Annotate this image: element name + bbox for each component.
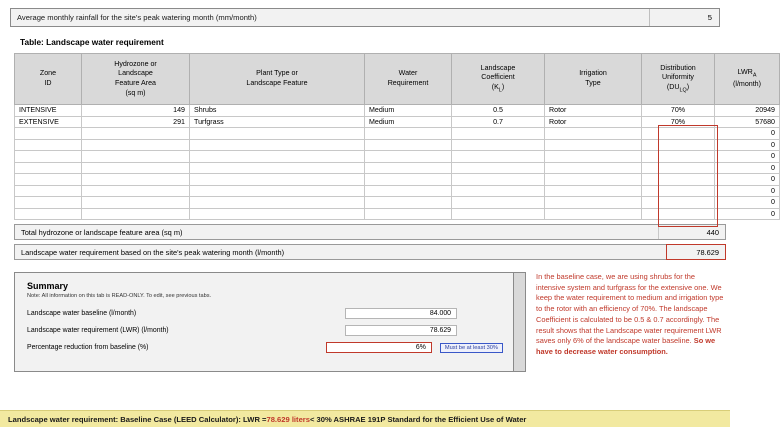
cell-area[interactable]: 149 (82, 105, 190, 117)
header-coef-line3: (K (491, 82, 499, 91)
cell-irrigation[interactable] (545, 128, 642, 140)
cell-lwr[interactable]: 0 (715, 151, 780, 163)
rainfall-row (10, 8, 720, 27)
total-lwr-row (14, 244, 726, 260)
cell-zone[interactable] (15, 128, 82, 140)
cell-plant[interactable] (190, 151, 365, 163)
footer-suffix: < 30% ASHRAE 191P Standard for the Efficient Use of Water (309, 414, 527, 424)
cell-water[interactable] (365, 162, 452, 174)
cell-du[interactable] (642, 151, 715, 163)
commentary-emphasis: So we have to decrease water consumption. (536, 336, 716, 357)
cell-coefficient[interactable] (452, 174, 545, 186)
summary-row-lwr (27, 325, 503, 336)
table-row[interactable] (15, 185, 780, 197)
cell-plant[interactable] (190, 162, 365, 174)
table-row[interactable] (15, 116, 780, 128)
cell-lwr[interactable]: 0 (715, 197, 780, 209)
cell-water[interactable] (365, 208, 452, 220)
cell-lwr[interactable]: 0 (715, 162, 780, 174)
footer-prefix: Landscape water requirement: Baseline Case (LEED Calculator): LWR = (8, 414, 267, 424)
table-header-row (15, 54, 780, 105)
cell-du[interactable] (642, 139, 715, 151)
table-row[interactable] (15, 151, 780, 163)
cell-du[interactable] (642, 208, 715, 220)
cell-irrigation[interactable]: Rotor (545, 116, 642, 128)
cell-area[interactable] (82, 139, 190, 151)
cell-water[interactable]: Medium (365, 105, 452, 117)
cell-plant[interactable]: Shrubs (190, 105, 365, 117)
summary-value-baseline: 84.000 (345, 308, 457, 319)
table-row[interactable] (15, 208, 780, 220)
cell-zone[interactable]: EXTENSIVE (15, 116, 82, 128)
cell-lwr[interactable]: 0 (715, 185, 780, 197)
cell-zone[interactable] (15, 162, 82, 174)
cell-zone[interactable] (15, 174, 82, 186)
cell-du[interactable]: 70% (642, 105, 715, 117)
footer-value: 78.629 liters (266, 414, 310, 424)
cell-irrigation[interactable] (545, 197, 642, 209)
cell-plant[interactable]: Turfgrass (190, 116, 365, 128)
header-du-line3: (DU (666, 82, 680, 91)
header-lwr-sub: A (752, 72, 757, 79)
rainfall-label: Average monthly rainfall for the site's peak watering month (mm/month) (17, 13, 257, 22)
cell-zone[interactable] (15, 185, 82, 197)
cell-lwr[interactable]: 0 (715, 128, 780, 140)
cell-du[interactable] (642, 185, 715, 197)
cell-du[interactable]: 70% (642, 116, 715, 128)
header-water-line2: Requirement (387, 79, 429, 87)
cell-plant[interactable] (190, 139, 365, 151)
cell-coefficient[interactable] (452, 185, 545, 197)
header-distribution-uniformity (642, 54, 715, 105)
header-lwr-line3: (l/month) (733, 80, 761, 89)
header-du-sub: LQ (679, 87, 687, 94)
cell-zone[interactable]: INTENSIVE (15, 105, 82, 117)
header-area-line3: Feature Area (114, 79, 156, 87)
header-water-requirement (365, 54, 452, 105)
commentary-text (526, 272, 726, 372)
header-du-line2: Uniformity (662, 73, 694, 82)
cell-du[interactable] (642, 128, 715, 140)
table-row[interactable] (15, 105, 780, 117)
cell-plant[interactable] (190, 208, 365, 220)
cell-area[interactable] (82, 162, 190, 174)
cell-zone[interactable] (15, 151, 82, 163)
table-row[interactable] (15, 128, 780, 140)
table-row[interactable] (15, 197, 780, 209)
cell-area[interactable] (82, 185, 190, 197)
header-coef-line1: Landscape (480, 63, 516, 72)
header-irr-line1: Irrigation (579, 69, 607, 78)
cell-lwr[interactable]: 57680 (715, 116, 780, 128)
cell-zone[interactable] (15, 197, 82, 209)
header-coef-line5: ) (501, 82, 505, 91)
header-du-close: ) (686, 82, 690, 91)
cell-zone[interactable] (15, 208, 82, 220)
cell-area[interactable] (82, 128, 190, 140)
cell-irrigation[interactable] (545, 139, 642, 151)
commentary-body: In the baseline case, we are using shrubs for the intensive system and turfgrass for the extensive one. We keep the water requirement to medium and irrigation type to the rotor with an efficiency of 70%. The landscape Coefficient is calculated to be 0.5 & 0.7 accordingly. The result shows that the Landscape water requirement LWR saves only 6% of the landscape water baseline. (536, 272, 724, 346)
cell-lwr[interactable]: 0 (715, 174, 780, 186)
table-body (15, 105, 780, 220)
cell-water[interactable] (365, 151, 452, 163)
total-lwr-value: 78.629 (666, 244, 726, 260)
cell-coefficient[interactable] (452, 208, 545, 220)
header-coef-line2: Coefficient (481, 73, 515, 82)
header-water-line1: Water (398, 69, 418, 78)
total-area-value: 440 (658, 225, 725, 239)
table-row[interactable] (15, 162, 780, 174)
cell-irrigation[interactable] (545, 151, 642, 163)
header-du-line1: Distribution (660, 63, 696, 72)
header-zone-line2: ID (44, 79, 52, 87)
header-zone-line1: Zone (39, 69, 57, 78)
header-zone-id (15, 54, 82, 105)
total-area-label: Total hydrozone or landscape feature area (sq m) (21, 227, 183, 237)
cell-irrigation[interactable] (545, 174, 642, 186)
cell-coefficient[interactable] (452, 139, 545, 151)
header-landscape-coefficient (452, 54, 545, 105)
cell-lwr[interactable]: 0 (715, 139, 780, 151)
footer-banner (0, 410, 730, 427)
cell-water[interactable] (365, 197, 452, 209)
rainfall-value[interactable]: 5 (649, 9, 719, 26)
cell-du[interactable] (642, 174, 715, 186)
cell-area[interactable] (82, 197, 190, 209)
header-area-line1: Hydrozone or (114, 59, 157, 68)
table-title: Table: Landscape water requirement (20, 37, 164, 47)
summary-label-lwr: Landscape water requirement (LWR) (l/month) (27, 327, 169, 334)
header-plant-line2: Landscape Feature (246, 79, 308, 87)
cell-water[interactable]: Medium (365, 116, 452, 128)
header-lwr-line1: LWR (737, 68, 753, 77)
cell-du[interactable] (642, 197, 715, 209)
summary-reduction-hint: Must be at least 30% (440, 343, 503, 353)
cell-water[interactable] (365, 128, 452, 140)
header-plant-line1: Plant Type or (256, 69, 298, 78)
cell-water[interactable] (365, 139, 452, 151)
cell-plant[interactable] (190, 174, 365, 186)
summary-label-baseline: Landscape water baseline (l/month) (27, 310, 137, 317)
summary-row-reduction (27, 342, 503, 353)
summary-title: Summary (27, 281, 69, 291)
cell-plant[interactable] (190, 197, 365, 209)
header-irr-line2: Type (585, 79, 601, 87)
header-feature-area (82, 54, 190, 105)
cell-coefficient[interactable] (452, 151, 545, 163)
header-coef-sub: L (498, 87, 502, 94)
cell-irrigation[interactable] (545, 208, 642, 220)
cell-area[interactable] (82, 208, 190, 220)
total-area-row (14, 224, 726, 240)
cell-coefficient[interactable]: 0.7 (452, 116, 545, 128)
cell-coefficient[interactable] (452, 197, 545, 209)
summary-value-lwr: 78.629 (345, 325, 457, 336)
summary-label-reduction: Percentage reduction from baseline (%) (27, 344, 149, 351)
summary-section (14, 272, 726, 372)
cell-plant[interactable] (190, 185, 365, 197)
total-lwr-label: Landscape water requirement based on the site's peak watering month (l/month) (21, 247, 285, 257)
header-area-line4: (sq m) (125, 88, 146, 97)
summary-note: Note: All information on this tab is READ-ONLY. To edit, see previous tabs. (27, 293, 212, 299)
cell-irrigation[interactable] (545, 185, 642, 197)
cell-lwr[interactable]: 0 (715, 208, 780, 220)
cell-area[interactable] (82, 174, 190, 186)
cell-coefficient[interactable] (452, 128, 545, 140)
summary-box (14, 272, 514, 372)
summary-value-reduction: 6% (326, 342, 432, 353)
cell-irrigation[interactable] (545, 162, 642, 174)
cell-lwr[interactable]: 20949 (715, 105, 780, 117)
table-row[interactable] (15, 139, 780, 151)
summary-row-baseline (27, 308, 503, 319)
cell-plant[interactable] (190, 128, 365, 140)
header-area-line2: Landscape (118, 69, 153, 78)
cell-water[interactable] (365, 174, 452, 186)
cell-area[interactable]: 291 (82, 116, 190, 128)
header-irrigation-type (545, 54, 642, 105)
cell-zone[interactable] (15, 139, 82, 151)
header-plant-type (190, 54, 365, 105)
cell-coefficient[interactable] (452, 162, 545, 174)
cell-area[interactable] (82, 151, 190, 163)
cell-water[interactable] (365, 185, 452, 197)
cell-irrigation[interactable]: Rotor (545, 105, 642, 117)
cell-coefficient[interactable]: 0.5 (452, 105, 545, 117)
header-lwr (715, 54, 780, 105)
summary-spacer-panel (514, 272, 526, 372)
table-row[interactable] (15, 174, 780, 186)
landscape-water-requirement-table (14, 53, 780, 220)
cell-du[interactable] (642, 162, 715, 174)
